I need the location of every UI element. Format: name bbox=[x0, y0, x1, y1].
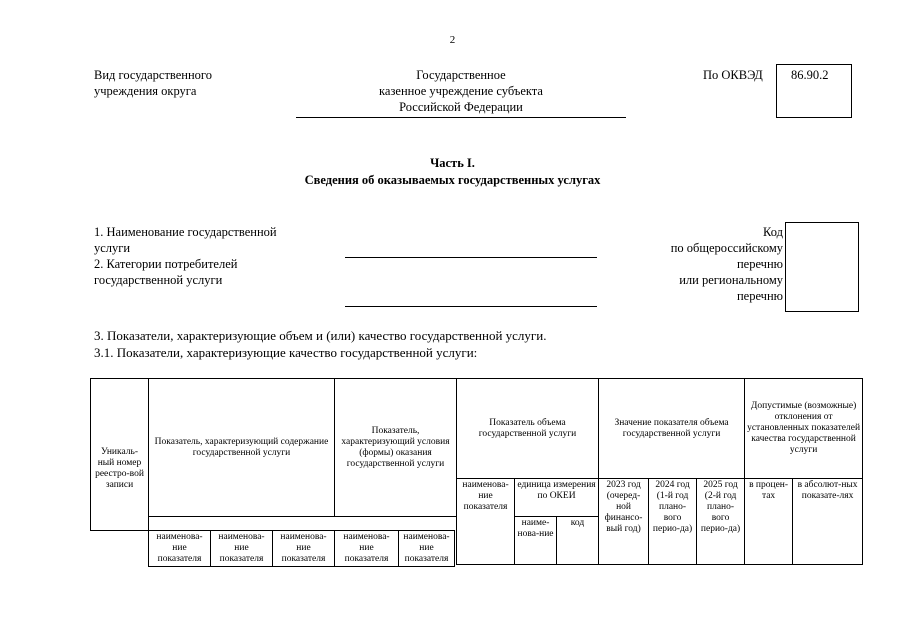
header-content-indicator: Показатель, характеризующий содержание государственной услуги bbox=[149, 379, 335, 517]
okved-code-value: 86.90.2 bbox=[791, 68, 829, 82]
code-line5: перечню bbox=[736, 289, 783, 303]
code-line4: или региональному bbox=[679, 273, 783, 287]
page-number: 2 bbox=[449, 34, 456, 46]
consumers-line2: государственной услуги bbox=[94, 273, 223, 287]
header-volume-indicator: Показатель объема государственной услуги bbox=[457, 379, 599, 479]
service-name-label bbox=[94, 224, 277, 288]
institution-type-line1: Вид государственного bbox=[94, 68, 212, 82]
condition-name-2: наименова-ние показателя bbox=[399, 531, 455, 567]
registry-code-box[interactable] bbox=[785, 222, 859, 312]
header-deviation-absolute: в абсолют-ных показате-лях bbox=[793, 479, 863, 565]
institution-type-value-line2: казенное учреждение субъекта bbox=[379, 84, 543, 98]
part-subtitle: Сведения об оказываемых государственных услугах bbox=[304, 173, 601, 187]
header-unit-name: наиме-нова-ние bbox=[515, 517, 557, 565]
section3-line2: 3.1. Показатели, характеризующие качество государственной услуги: bbox=[94, 345, 478, 360]
section3-line1: 3. Показатели, характеризующие объем и (или) качество государственной услуги. bbox=[94, 328, 547, 343]
header-year-2025: 2025 год (2-й год плано-вого перио-да) bbox=[697, 479, 745, 565]
content-name-2: наименова-ние показателя bbox=[211, 531, 273, 567]
header-unit: единица измерения по ОКЕИ bbox=[515, 479, 599, 517]
content-name-3: наименова-ние показателя bbox=[273, 531, 335, 567]
institution-type-label bbox=[94, 67, 212, 99]
header-deviation-percent: в процен-тах bbox=[745, 479, 793, 565]
condition-name-1: наименова-ние показателя bbox=[335, 531, 399, 567]
institution-type-value-line3: Российской Федерации bbox=[399, 100, 523, 114]
okved-code-box[interactable] bbox=[776, 64, 852, 118]
service-name-line2: услуги bbox=[94, 241, 131, 255]
institution-type-value-line1: Государственное bbox=[416, 68, 506, 82]
header-deviation: Допустимые (возможные) отклонения от установленных показателей качества государственной услуги bbox=[745, 379, 863, 479]
consumers-field[interactable] bbox=[345, 306, 597, 307]
code-line2: по общероссийскому bbox=[670, 241, 783, 255]
header-volume-value: Значение показателя объема государственной услуги bbox=[599, 379, 745, 479]
code-label bbox=[600, 224, 783, 304]
header-year-2024: 2024 год (1-й год плано-вого перио-да) bbox=[649, 479, 697, 565]
okved-label: По ОКВЭД bbox=[703, 68, 763, 82]
header-indicator-name: наименова-ние показателя bbox=[457, 479, 515, 565]
code-line3: перечню bbox=[736, 257, 783, 271]
header-year-2023: 2023 год (очеред-ной финансо-вый год) bbox=[599, 479, 649, 565]
service-name-line1: 1. Наименование государственной bbox=[94, 225, 277, 239]
header-unique-number: Уникаль-ный номер реестро-вой записи bbox=[91, 379, 149, 531]
institution-type-underline bbox=[296, 117, 626, 118]
part-title: Часть I. bbox=[430, 156, 475, 170]
consumers-line1: 2. Категории потребителей bbox=[94, 257, 238, 271]
service-name-field[interactable] bbox=[345, 257, 597, 258]
header-unit-code: код bbox=[557, 517, 599, 565]
content-name-1: наименова-ние показателя bbox=[149, 531, 211, 567]
institution-type-line2: учреждения округа bbox=[94, 84, 197, 98]
header-conditions-indicator: Показатель, характеризующий условия (формы) оказания государственной услуги bbox=[335, 379, 457, 517]
indicator-names-row bbox=[148, 530, 455, 567]
code-line1: Код bbox=[763, 225, 783, 239]
institution-type-value bbox=[296, 67, 626, 115]
unique-number-bottom bbox=[91, 531, 149, 565]
